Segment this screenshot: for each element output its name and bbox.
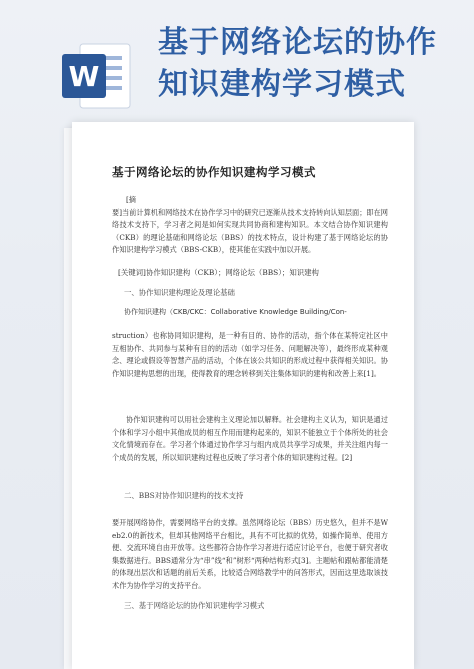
- section1-heading: 一、协作知识建构理论及理论基础: [124, 288, 235, 297]
- section1-first-line: 协作知识建构（CKB/CKC：Collaborative Knowledge Building/Con-: [124, 308, 347, 316]
- document-page: [72, 122, 414, 669]
- abstract-label: [摘: [126, 195, 136, 204]
- word-icon-letter: W: [68, 60, 100, 93]
- section2-paragraph: 要开展网络协作，需要网络平台的支撑。虽然网络论坛（BBS）历史悠久，但并不是Web2.0的新技术，但却其他网络平台相比，具有不可比拟的优势，如操作简单、使用方便、交流环境自由开放等。这些都符合协作学习者进行适应讨论平台，也便于研究者收集数据进行。BBS通常分为“串”线“和”树形“两种结构形式[3]。主题帖和跟帖都能清楚的体现出层次和话题的前后关系，比较适合网络教学中的问答形式，因而这里选取该技术作为协作学习的支持平台。: [112, 518, 388, 590]
- abstract: [112, 194, 388, 257]
- keywords: [关键词]协作知识建构（CKB）；网络论坛（BBS）；知识建构: [118, 268, 319, 277]
- section3-heading: 三、基于网络论坛的协作知识建构学习模式: [124, 601, 265, 610]
- section2-heading: 二、BBS对协作知识建构的技术支持: [124, 491, 244, 500]
- page-title: 基于网络论坛的协作知识建构学习模式: [158, 25, 437, 102]
- header-banner: [0, 0, 474, 118]
- word-icon: [60, 38, 136, 114]
- section1-paragraph-2: 协作知识建构可以用社会建构主义理论加以解释。社会建构主义认为，知识是通过个体和学习小组中其他成员的相互作用而建构起来的，知识不能独立于个体所处的社会文化情境而存在。学习者个体通过协作学习与组内成员共享学习成果，并关注组内每一个成员的发展，所以知识建构过程也反映了学习者个体的知识建构过程。[2]: [112, 415, 388, 462]
- abstract-text: 要]当前计算机和网络技术在协作学习中的研究已逐渐从技术支持转向认知层面；即在网络技术支持下，学习者之间是如何实现共同协商和建构知识。本文结合协作知识建构（CKB）的理论基础和网络论坛（BBS）的技术特点，设计构建了基于网络论坛的协作知识建构学习模式（BBS-CKB），使其能在实践中加以开展。: [112, 207, 388, 255]
- document-title: 基于网络论坛的协作知识建构学习模式: [112, 165, 316, 179]
- section1-paragraph-1: struction）也称协同知识建构，是一种有目的、协作的活动，指个体在某特定社区中互相协作、共同参与某种有目的的活动（如学习任务、问题解决等），最终形成某种观念、理论或假设等智慧产品的活动，个体在该公共知识的形成过程中获得相关知识。协作知识建构思想的出现，使得教育的理念转移到关注集体知识的建构和改善上来[1]。: [112, 331, 388, 378]
